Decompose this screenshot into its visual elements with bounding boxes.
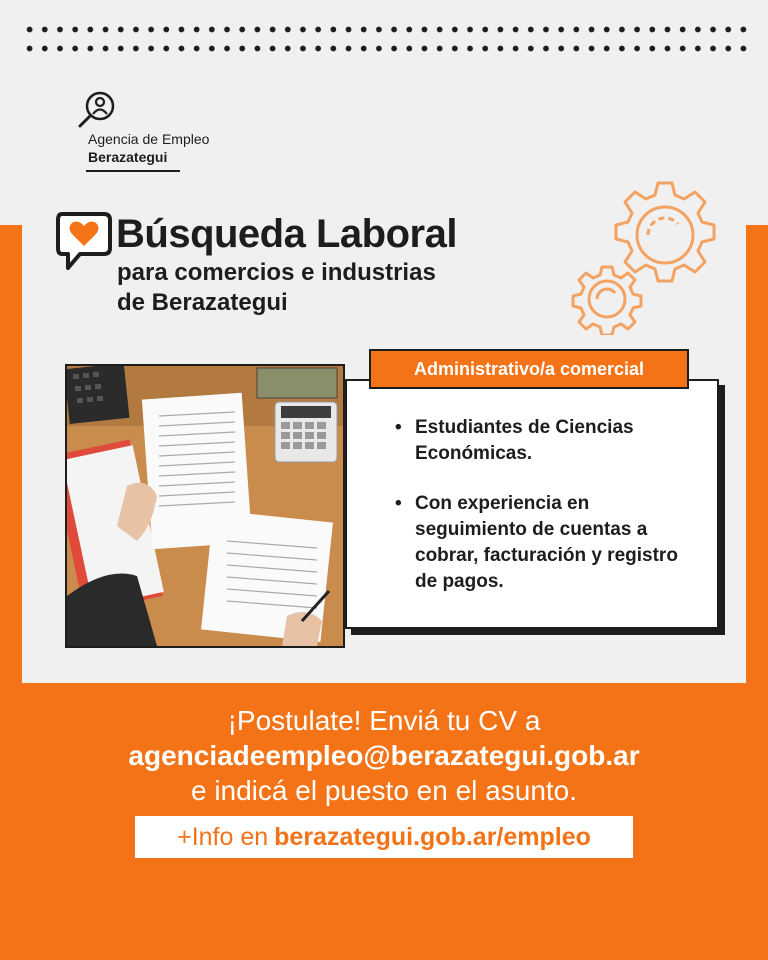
info-box — [135, 816, 633, 858]
info-link[interactable]: berazategui.gob.ar/empleo — [274, 822, 591, 851]
speech-heart-icon — [56, 210, 112, 272]
cta-line-3: e indicá el puesto en el asunto. — [190, 775, 578, 806]
subtitle-line-1: para comercios e industrias — [117, 259, 436, 286]
dot-pattern — [22, 20, 752, 64]
cta-email[interactable]: agenciadeempleo@berazategui.gob.ar — [128, 740, 640, 771]
requirement-item: • Con experiencia en seguimiento de cuentas a cobrar, facturación y registro de pagos. — [395, 491, 705, 595]
requirement-item: • Estudiantes de Ciencias Económicas. — [395, 415, 705, 467]
info-prefix: +Info en — [177, 822, 269, 851]
logo-city-name: Berazategui — [88, 149, 168, 165]
subtitle-line-2: de Berazategui — [117, 289, 288, 316]
job-position-tag: Administrativo/a comercial — [369, 349, 689, 389]
requirements-list — [395, 415, 705, 619]
office-documents-photo — [65, 364, 345, 648]
cta-line-1: ¡Postulate! Enviá tu CV a — [227, 705, 541, 736]
gears-icon — [570, 175, 730, 335]
page-title: Búsqueda Laboral — [116, 212, 457, 256]
logo-agency-name: Agencia de Empleo — [88, 131, 210, 147]
logo-underline — [86, 170, 180, 172]
magnifier-person-icon — [72, 88, 122, 130]
